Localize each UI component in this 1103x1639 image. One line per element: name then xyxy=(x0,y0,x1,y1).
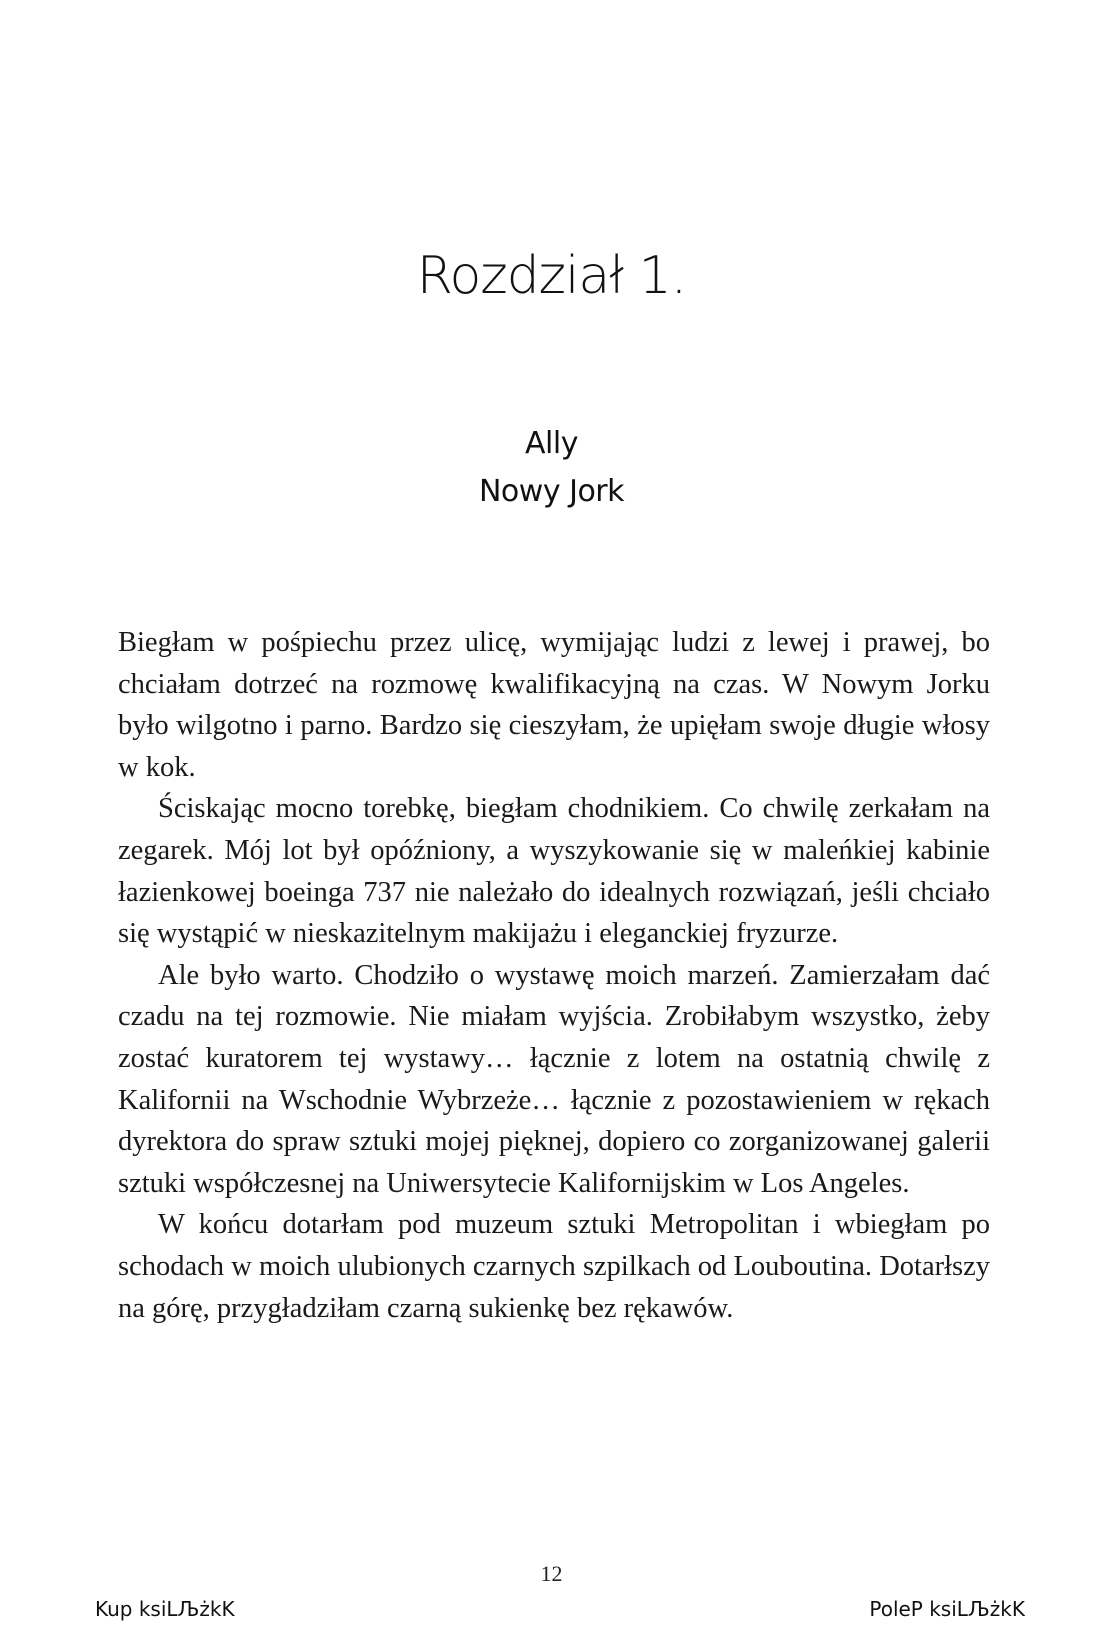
paragraph-3: Ale było warto. Chodziło o wystawę moich marzeń. Zamierzałam dać czadu na tej rozmowie. Nie miałam wyjścia. Zrobiłabym wszystko, żeby zostać kuratorem tej wystawy… łącznie z lotem na ostatnią chwilę z Kalifornii na Wschodnie Wybrzeże… łącznie z pozostawieniem w rękach dyrektora do spraw sztuki mojej pięknej, dopiero co zorganizowanej galerii sztuki współczesnej na Uniwersytecie Kalifornijskim w Los Angeles. xyxy=(118,959,990,1199)
page-number: 12 xyxy=(540,1561,563,1586)
body-text xyxy=(118,622,990,1329)
chapter-subtitle xyxy=(0,420,1103,516)
paragraph-2: Ściskając mocno torebkę, biegłam chodnikiem. Co chwilę zerkałam na zegarek. Mój lot był opóźniony, a wyszykowanie się w maleńkiej kabinie łazienkowej boeinga 737 nie należało do idealnych rozwiązań, jeśli chciało się wystąpić w nieskazitelnym makijażu i eleganckiej fryzurze. xyxy=(118,793,990,950)
paragraph-1: Biegłam w pośpiechu przez ulicę, wymijając ludzi z lewej i prawej, bo chciałam dotrzeć na rozmowę kwalifikacyjną na czas. W Nowym Jorku było wilgotno i parno. Bardzo się cieszyłam, że upięłam swoje długie włosy w kok. xyxy=(118,627,990,783)
buy-book-link[interactable]: Kup ksiLЉżkK xyxy=(95,1597,235,1621)
paragraph-4: W końcu dotarłam pod muzeum sztuki Metropolitan i wbiegłam po schodach w moich ulubionych czarnych szpilkach od Louboutina. Dotarłszy na górę, przygładziłam czarną sukienkę bez rękawów. xyxy=(118,1209,990,1324)
chapter-title: Rozdział 1. xyxy=(416,246,687,306)
subtitle-location: Nowy Jork xyxy=(478,474,625,509)
subtitle-character-name: Ally xyxy=(525,426,578,461)
recommend-book-link[interactable]: PoleP ksiLЉżkK xyxy=(869,1597,1025,1621)
